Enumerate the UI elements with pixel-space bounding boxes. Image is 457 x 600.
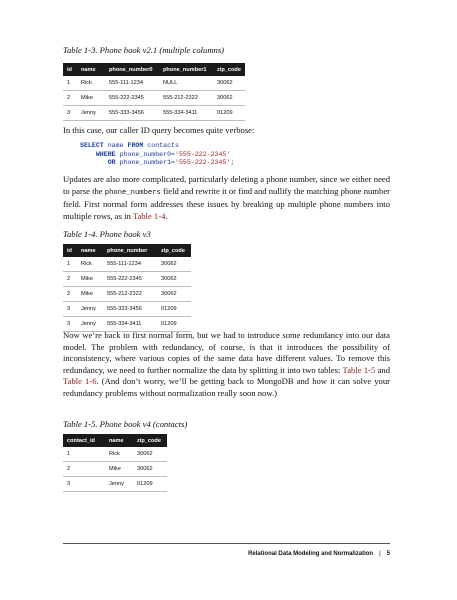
table-cell: 555-333-3456 <box>103 302 157 317</box>
table-row <box>63 447 167 462</box>
column-header: phone_number1 <box>159 63 213 76</box>
column-header: zip_code <box>157 244 191 257</box>
table-cell: Mike <box>105 462 133 477</box>
footer-divider <box>63 543 390 544</box>
table-row <box>63 287 191 302</box>
table-cell: 555-111-1234 <box>105 76 159 91</box>
footer-separator: | <box>379 551 381 557</box>
table-1-6-link[interactable]: Table 1-6 <box>63 376 97 387</box>
code-string: '555-222-2345' <box>174 159 231 167</box>
table-cell: 30062 <box>157 257 191 272</box>
table-row <box>63 272 191 287</box>
table-1-3 <box>63 63 245 121</box>
table-1-4-caption: Table 1-4. Phone book v3 <box>63 229 151 239</box>
table-1-4-link[interactable]: Table 1-4 <box>132 210 166 221</box>
table-cell: 555-222-2345 <box>105 91 159 106</box>
column-header: zip_code <box>133 434 167 447</box>
table-header-row <box>63 63 245 76</box>
text-run: . <box>165 210 168 221</box>
table-cell: 3 <box>63 317 77 332</box>
table-cell: 01209 <box>213 106 245 121</box>
table-cell: Jenny <box>77 302 103 317</box>
table-cell: 555-334-3411 <box>159 106 213 121</box>
table-cell: 30062 <box>157 287 191 302</box>
table-row <box>63 76 245 91</box>
text-run: . (And don’t worry, we’ll be getting back to MongoDB and how it can solve your redundancy problems without normalization really soon now.) <box>63 376 390 398</box>
table-cell: 555-111-1234 <box>103 257 157 272</box>
table-cell: 30062 <box>133 447 167 462</box>
table-cell: 1 <box>63 257 77 272</box>
column-header: phone_number0 <box>105 63 159 76</box>
table-cell: 1 <box>63 76 77 91</box>
text-run: and <box>375 364 390 375</box>
inline-code: phone_numbers <box>104 188 161 197</box>
code-keyword: WHERE <box>95 150 116 158</box>
code-text: contacts <box>143 142 179 149</box>
table-cell: 30062 <box>213 91 245 106</box>
table-row <box>63 477 167 492</box>
table-cell: Rick <box>105 447 133 462</box>
paragraph-normal-form <box>63 330 390 400</box>
table-cell: 555-212-2322 <box>103 287 157 302</box>
table-1-4 <box>63 244 191 332</box>
table-1-3-caption: Table 1-3. Phone book v2.1 (multiple columns) <box>63 45 225 55</box>
table-cell: 2 <box>63 91 77 106</box>
table-cell: 01209 <box>157 302 191 317</box>
table-cell: 2 <box>63 272 77 287</box>
table-cell: 3 <box>63 302 77 317</box>
table-1-5 <box>63 434 167 492</box>
table-1-5-caption: Table 1-5. Phone book v4 (contacts) <box>63 419 188 429</box>
table-row <box>63 91 245 106</box>
table-cell: 1 <box>63 447 105 462</box>
table-cell: Jenny <box>105 477 133 492</box>
code-text: name <box>103 142 128 149</box>
table-cell: 01209 <box>133 477 167 492</box>
column-header: name <box>77 63 105 76</box>
text-run: Now we’re back to first normal form, but we had to introduce some redundancy into our data model. The problem with redundancy, of course, is that it introduces the possibility of inconsistency, where various copies of the same data have different values. To remove this redundancy, we need to further normalize the data by splitting it into two tables: <box>63 330 390 375</box>
table-row <box>63 302 191 317</box>
table-cell: NULL <box>159 76 213 91</box>
table-cell: 3 <box>63 477 105 492</box>
table-cell: Jenny <box>77 317 103 332</box>
table-cell: 30062 <box>213 76 245 91</box>
code-string: '555-222-2345' <box>174 150 231 158</box>
table-cell: 555-222-2345 <box>103 272 157 287</box>
table-1-5-link[interactable]: Table 1-5 <box>342 364 376 375</box>
table-cell: 01209 <box>157 317 191 332</box>
text-run: field and rewrite it or find and nullify the matching phone number field. First normal form addresses these issues by breaking up multiple phone numbers into multiple rows, as in <box>63 185 390 221</box>
page-number: 5 <box>386 551 390 557</box>
column-header: id <box>63 244 77 257</box>
page-footer <box>248 551 390 557</box>
column-header: id <box>63 63 77 76</box>
code-keyword: FROM <box>127 142 144 149</box>
table-cell: 2 <box>63 287 77 302</box>
code-block <box>80 142 234 168</box>
column-header: name <box>105 434 133 447</box>
table-row <box>63 462 167 477</box>
table-cell: 30062 <box>133 462 167 477</box>
table-cell: Mike <box>77 272 103 287</box>
column-header: name <box>77 244 103 257</box>
table-cell: 555-212-2322 <box>159 91 213 106</box>
code-text: phone_number1= <box>115 159 175 167</box>
table-cell: Mike <box>77 287 103 302</box>
table-row <box>63 257 191 272</box>
table-cell: 3 <box>63 106 77 121</box>
table-row <box>63 106 245 121</box>
text-run: Updates are also more complicated, particularly deleting a phone number, since we either need to parse the <box>63 174 390 196</box>
paragraph-updates <box>63 174 390 222</box>
code-keyword: SELECT <box>80 142 104 149</box>
table-cell: 555-333-3456 <box>105 106 159 121</box>
table-header-row <box>63 434 167 447</box>
table-cell: Rick <box>77 76 105 91</box>
table-header-row <box>63 244 191 257</box>
code-text: ; <box>230 159 235 167</box>
table-cell: 2 <box>63 462 105 477</box>
table-cell: 555-334-3411 <box>103 317 157 332</box>
column-header: zip_code <box>213 63 245 76</box>
code-text: phone_number0= <box>115 150 175 158</box>
code-keyword: OR <box>107 159 116 167</box>
table-cell: 30062 <box>157 272 191 287</box>
table-cell: Jenny <box>77 106 105 121</box>
column-header: contact_id <box>63 434 105 447</box>
column-header: phone_number <box>103 244 157 257</box>
table-cell: Rick <box>77 257 103 272</box>
footer-chapter-title: Relational Data Modeling and Normalization <box>248 551 374 557</box>
paragraph-caller-id: In this case, our caller ID query becomes quite verbose: <box>63 125 255 135</box>
table-cell: Mike <box>77 91 105 106</box>
